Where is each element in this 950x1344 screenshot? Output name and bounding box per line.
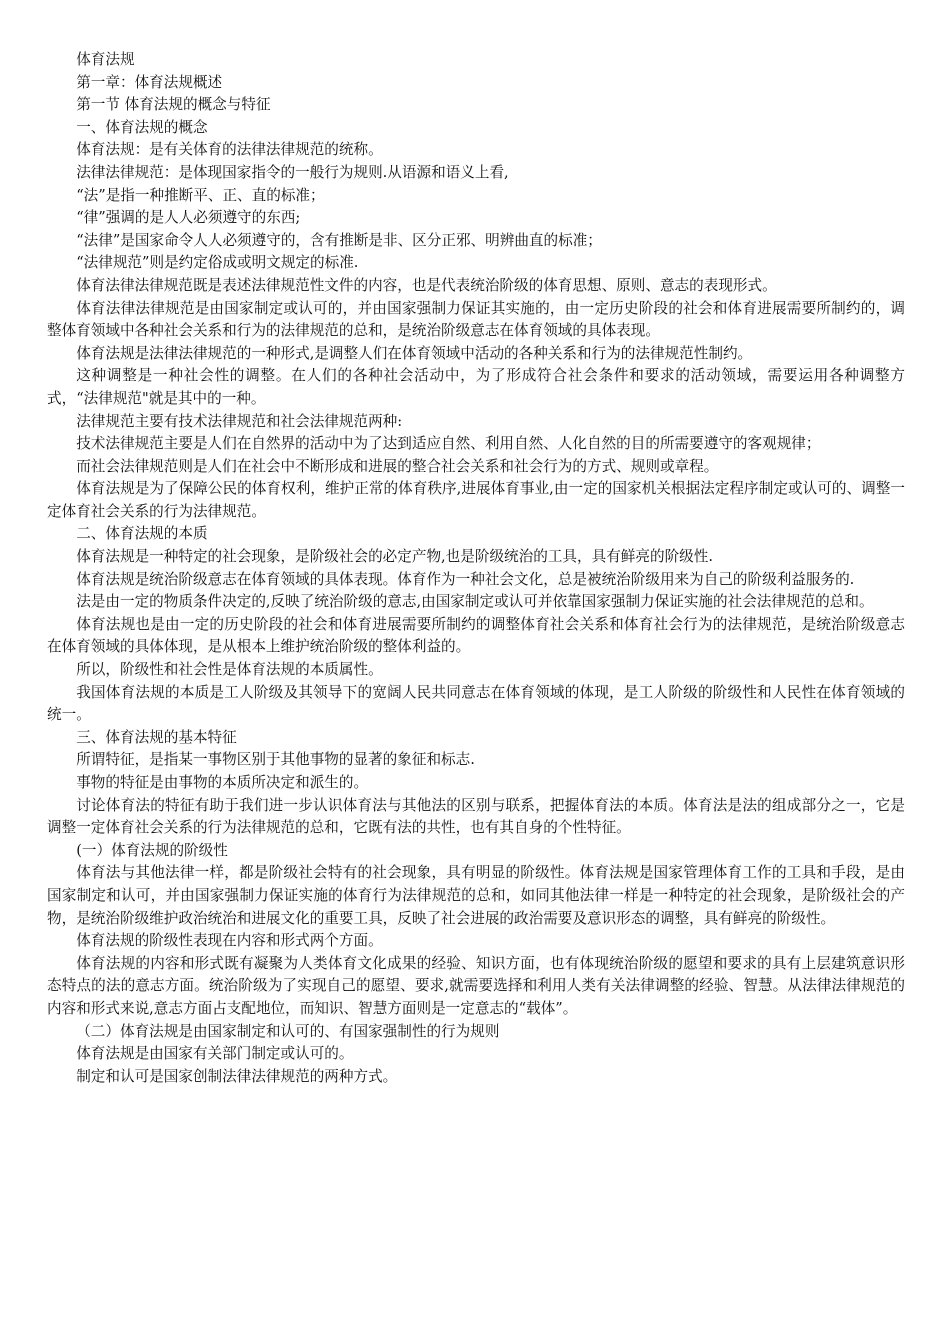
paragraph: 法律规范主要有技术法律规范和社会法律规范两种: (76, 412, 403, 430)
paragraph: 讨论体育法的特征有助于我们进一步认识体育法与其他法的区别与联系，把握体育法的本质。体育法是法的组成部分之一，它是调整一定体育社会关系的行为法律规范的总和，它既有法的共性，也有其自身的个性特征。 (47, 796, 905, 837)
paragraph: “法”是指一种推断平、正、直的标准； (76, 186, 325, 204)
item-heading: （二）体育法规是由国家制定和认可的、有国家强制性的行为规则 (76, 1022, 500, 1040)
paragraph: 我国体育法规的本质是工人阶级及其领导下的宽阔人民共同意志在体育领域的体现，是工人阶级的阶级性和人民性在体育领域的统一。 (47, 683, 905, 724)
paragraph: 所谓特征，是指某一事物区别于其他事物的显著的象征和标志. (76, 751, 475, 769)
paragraph: 体育法规：是有关体育的法律法律规范的统称。 (76, 141, 383, 159)
paragraph: 体育法规是为了保障公民的体育权利，维护正常的体育秩序,进展体育事业,由一定的国家机关根据法定程序制定或认可的、调整一定体育社会关系的行为法律规范。 (47, 480, 905, 520)
section-heading: 第一节 体育法规的概念与特征 (76, 96, 271, 114)
subsection-heading: 二、体育法规的本质 (76, 525, 208, 543)
paragraph: “法律规范”则是约定俗成或明文规定的标准. (76, 254, 359, 272)
paragraph: 事物的特征是由事物的本质所决定和派生的。 (76, 774, 369, 791)
paragraph: 体育法规是一种特定的社会现象，是阶级社会的必定产物,也是阶级统治的工具，具有鲜亮的阶级性. (76, 548, 714, 566)
doc-title: 体育法规 (76, 51, 135, 68)
paragraph: 制定和认可是国家创制法律法律规范的两种方式。 (76, 1067, 398, 1085)
paragraph: 体育法规的内容和形式既有凝聚为人类体育文化成果的经验、知识方面，也有体现统治阶级的愿望和要求的具有上层建筑意识形态特点的法的意志方面。统治阶级为了实现自己的愿望、要求,就需要选择和利用人类有关法律调整的经验、智慧。从法律法律规范的内容和形式来说,意志方面占支配地位，而知识、智慧方面则是一定意志的“载体”。 (47, 954, 905, 1017)
paragraph: 法是由一定的物质条件决定的,反映了统治阶级的意志,由国家制定或认可并依靠国家强制力保证实施的社会法律规范的总和。 (76, 593, 874, 611)
paragraph: “法律”是国家命令人人必须遵守的，含有推断是非、区分正邪、明辨曲直的标准； (76, 231, 602, 249)
paragraph: 法律法律规范：是体现国家指令的一般行为规则.从语源和语义上看, (76, 163, 509, 181)
document-page (47, 49, 905, 1088)
paragraph: 体育法律法律规范是由国家制定或认可的，并由国家强制力保证其实施的，由一定历史阶段的社会和体育进展需要所制约的，调整体育领域中各种社会关系和行为的法律规范的总和，是统治阶级意志在体育领域的具体表现。 (47, 299, 905, 340)
paragraph: 体育法律法律规范既是表述法律规范性文件的内容，也是代表统治阶级的体育思想、原则、意志的表现形式。 (76, 276, 777, 294)
item-heading: (一）体育法规的阶级性 (76, 841, 228, 859)
chapter-heading: 第一章：体育法规概述 (76, 73, 223, 91)
paragraph: 体育法规是统治阶级意志在体育领域的具体表现。体育作为一种社会文化，总是被统治阶级用来为自己的阶级利益服务的. (76, 570, 855, 588)
paragraph: 所以，阶级性和社会性是体育法规的本质属性。 (76, 661, 383, 679)
paragraph: 体育法规的阶级性表现在内容和形式两个方面。 (76, 932, 383, 950)
paragraph: 这种调整是一种社会性的调整。在人们的各种社会活动中，为了形成符合社会条件和要求的活动领域，需要运用各种调整方式，“法律规范"就是其中的一种。 (47, 367, 905, 407)
paragraph: 体育法规也是由一定的历史阶段的社会和体育进展需要所制约的调整体育社会关系和体育社会行为的法律规范，是统治阶级意志在体育领域的具体体现，是从根本上维护统治阶级的整体利益的。 (47, 615, 905, 656)
paragraph: 体育法与其他法律一样，都是阶级社会特有的社会现象，具有明显的阶级性。体育法规是国家管理体育工作的工具和手段，是由国家制定和认可，并由国家强制力保证实施的体育行为法律规范的总和，如同其他法律一样是一种特定的社会现象，是阶级社会的产物，是统治阶级维护政治统治和进展文化的重要工具，反映了社会进展的政治需要及意识形态的调整，具有鲜亮的阶级性。 (47, 864, 905, 927)
paragraph: 体育法规是由国家有关部门制定或认可的。 (76, 1045, 354, 1063)
subsection-heading: 一、体育法规的概念 (76, 118, 208, 136)
paragraph: 技术法律规范主要是人们在自然界的活动中为了达到适应自然、利用自然、人化自然的目的所需要遵守的客观规律； (76, 435, 821, 453)
paragraph: 而社会法律规范则是人们在社会中不断形成和进展的整合社会关系和社会行为的方式、规则或章程。 (76, 457, 719, 475)
paragraph: “律”强调的是人人必须遵守的东西; (76, 209, 301, 227)
subsection-heading: 三、体育法规的基本特征 (76, 728, 237, 746)
paragraph: 体育法规是法律法律规范的一种形式,是调整人们在体育领域中活动的各种关系和行为的法律规范性制约。 (76, 344, 753, 362)
